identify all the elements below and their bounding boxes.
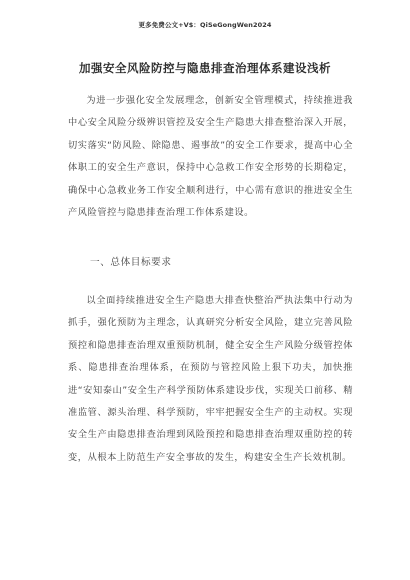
header-note: 更多免费公文+V$：QiSeGongWen2024 <box>138 21 272 29</box>
intro-paragraph: 为进一步强化安全发展理念，创新安全管理模式，持续推进我中心安全风险分级辨识管控及安全生产隐患大排查整治深入开展，切实落实“防风险、除隐患、遏事故”的安全工作要求，提高中心全体职工的安全生产意识，保持中心急救工作安全形势的长期稳定，确保中心急救业务工作安全顺利进行，中心需有意识的推进安全生产风险管控与隐患排查治理工作体系建设。 <box>68 95 353 219</box>
document-title: 加强安全风险防控与隐患排查治理体系建设浅析 <box>79 61 331 75</box>
section-heading: 一、总体目标要求 <box>90 257 172 268</box>
section-paragraph: 以全面持续推进安全生产隐患大排查快整治严执法集中行动为抓手，强化预防为主理念，认真研究分析安全风险，建立完善风险预控和隐患排查治理双重预防机制，健全安全生产风险分级管控体系、隐患排查治理体系，在预防与管控风险上狠下功夫，加快推进“安知泰山”安全生产科学预防体系建设步伐，实现关口前移、精准监管、源头治理、科学预防，牢牢把握安全生产的主动权。实现安全生产由隐患排查治理到风险预控和隐患排查治理双重防控的转变，从根本上防范生产安全事故的发生，构建安全生产长效机制。 <box>68 295 353 463</box>
